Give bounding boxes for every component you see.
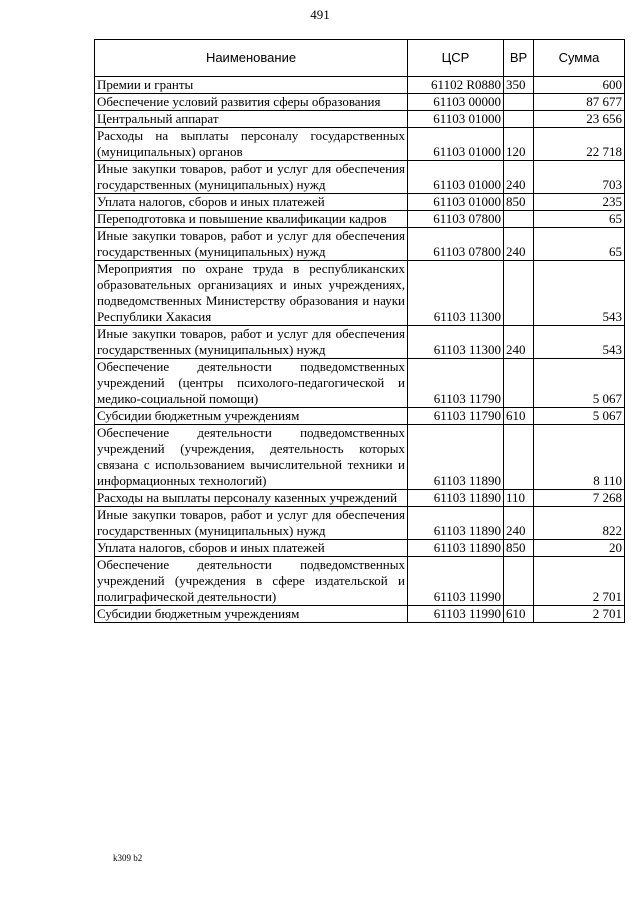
cell-csr: 61103 11300	[408, 261, 504, 326]
cell-vr	[504, 94, 534, 111]
table-row	[95, 425, 625, 490]
cell-vr: 120	[504, 128, 534, 161]
cell-csr: 61103 07800	[408, 228, 504, 261]
column-header-name: Наименование	[95, 40, 408, 77]
cell-csr: 61103 11890	[408, 425, 504, 490]
page-number: 491	[310, 7, 330, 22]
cell-name: Расходы на выплаты персоналу казенных учреждений	[95, 490, 408, 507]
cell-sum: 5 067	[534, 408, 625, 425]
cell-name: Иные закупки товаров, работ и услуг для обеспечения государственных (муниципальных) нужд	[95, 161, 408, 194]
cell-csr: 61103 11790	[408, 359, 504, 408]
cell-name: Обеспечение условий развития сферы образования	[95, 94, 408, 111]
cell-sum: 65	[534, 211, 625, 228]
table-row	[95, 540, 625, 557]
cell-vr	[504, 261, 534, 326]
table-row	[95, 111, 625, 128]
table-row	[95, 211, 625, 228]
table-header-row	[95, 40, 625, 77]
cell-sum: 822	[534, 507, 625, 540]
table-row	[95, 261, 625, 326]
table-row	[95, 408, 625, 425]
cell-name: Премии и гранты	[95, 77, 408, 94]
cell-vr: 850	[504, 540, 534, 557]
cell-sum: 543	[534, 261, 625, 326]
table-row	[95, 94, 625, 111]
cell-sum: 5 067	[534, 359, 625, 408]
cell-vr	[504, 359, 534, 408]
cell-name: Переподготовка и повышение квалификации кадров	[95, 211, 408, 228]
cell-sum: 2 701	[534, 557, 625, 606]
cell-sum: 543	[534, 326, 625, 359]
cell-csr: 61103 07800	[408, 211, 504, 228]
cell-csr: 61102 R0880	[408, 77, 504, 94]
cell-sum: 703	[534, 161, 625, 194]
table-body	[95, 77, 625, 623]
table-row	[95, 128, 625, 161]
table-row	[95, 557, 625, 606]
cell-vr	[504, 111, 534, 128]
cell-sum: 2 701	[534, 606, 625, 623]
cell-name: Иные закупки товаров, работ и услуг для обеспечения государственных (муниципальных) нужд	[95, 507, 408, 540]
cell-name: Субсидии бюджетным учреждениям	[95, 408, 408, 425]
budget-table	[94, 39, 625, 623]
cell-csr: 61103 11300	[408, 326, 504, 359]
cell-sum: 600	[534, 77, 625, 94]
column-header-csr: ЦСР	[408, 40, 504, 77]
table-row	[95, 194, 625, 211]
cell-name: Центральный аппарат	[95, 111, 408, 128]
cell-csr: 61103 01000	[408, 161, 504, 194]
cell-csr: 61103 11990	[408, 606, 504, 623]
cell-name: Расходы на выплаты персоналу государственных (муниципальных) органов	[95, 128, 408, 161]
cell-vr	[504, 211, 534, 228]
column-header-sum: Сумма	[534, 40, 625, 77]
cell-vr	[504, 557, 534, 606]
cell-csr: 61103 01000	[408, 111, 504, 128]
table-row	[95, 161, 625, 194]
cell-name: Уплата налогов, сборов и иных платежей	[95, 540, 408, 557]
column-header-vr: ВР	[504, 40, 534, 77]
cell-sum: 20	[534, 540, 625, 557]
cell-name: Иные закупки товаров, работ и услуг для обеспечения государственных (муниципальных) нужд	[95, 326, 408, 359]
cell-csr: 61103 00000	[408, 94, 504, 111]
cell-csr: 61103 11990	[408, 557, 504, 606]
cell-name: Субсидии бюджетным учреждениям	[95, 606, 408, 623]
cell-sum: 87 677	[534, 94, 625, 111]
cell-vr: 850	[504, 194, 534, 211]
cell-csr: 61103 11890	[408, 490, 504, 507]
cell-sum: 7 268	[534, 490, 625, 507]
cell-vr: 240	[504, 507, 534, 540]
cell-sum: 8 110	[534, 425, 625, 490]
cell-csr: 61103 01000	[408, 194, 504, 211]
cell-sum: 65	[534, 228, 625, 261]
cell-name: Мероприятия по охране труда в республиканских образовательных организациях и иных учреждениях, подведомственных Министерству образования и науки Республики Хакасия	[95, 261, 408, 326]
table-row	[95, 507, 625, 540]
cell-sum: 235	[534, 194, 625, 211]
cell-csr: 61103 11890	[408, 507, 504, 540]
cell-sum: 23 656	[534, 111, 625, 128]
cell-sum: 22 718	[534, 128, 625, 161]
table-row	[95, 326, 625, 359]
cell-name: Иные закупки товаров, работ и услуг для обеспечения государственных (муниципальных) нужд	[95, 228, 408, 261]
cell-name: Обеспечение деятельности подведомственных учреждений (учреждения в сфере издательской и полиграфической деятельности)	[95, 557, 408, 606]
table-row	[95, 228, 625, 261]
cell-name: Обеспечение деятельности подведомственных учреждений (центры психолого-педагогической и медико-социальной помощи)	[95, 359, 408, 408]
cell-vr: 240	[504, 161, 534, 194]
table-row	[95, 359, 625, 408]
cell-vr: 240	[504, 326, 534, 359]
cell-vr: 240	[504, 228, 534, 261]
cell-csr: 61103 11790	[408, 408, 504, 425]
table-row	[95, 490, 625, 507]
cell-vr	[504, 425, 534, 490]
cell-vr: 610	[504, 408, 534, 425]
cell-vr: 110	[504, 490, 534, 507]
table-row	[95, 606, 625, 623]
cell-vr: 350	[504, 77, 534, 94]
cell-csr: 61103 11890	[408, 540, 504, 557]
footer-code: k309 b2	[113, 853, 143, 863]
cell-name: Обеспечение деятельности подведомственных учреждений (учреждения, деятельность которых связана с использованием вычислительной техники и информационных технологий)	[95, 425, 408, 490]
cell-name: Уплата налогов, сборов и иных платежей	[95, 194, 408, 211]
table-row	[95, 77, 625, 94]
cell-vr: 610	[504, 606, 534, 623]
cell-csr: 61103 01000	[408, 128, 504, 161]
